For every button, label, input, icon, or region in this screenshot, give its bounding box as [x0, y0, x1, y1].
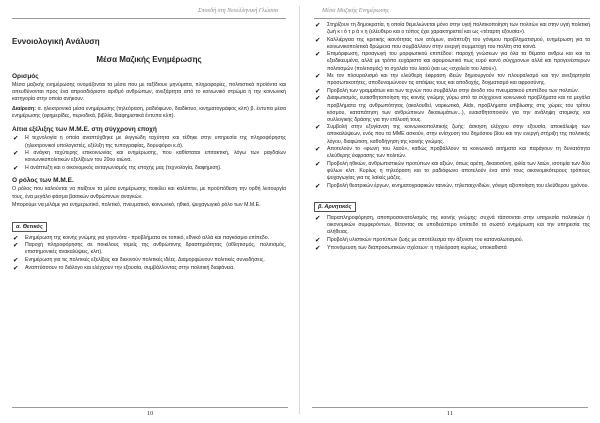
check-icon: ✔ — [315, 124, 321, 132]
list-item: ✔ Προβολή ηθικών, ανθρωπιστικών προτύπων και αξιών, όπως αρέτη, δικαιοσύνη, φιλία των λαών, ισοτιμία των δύο φύλων κλπ. Κυρίως η τηλεόραση και το ραδιόφωνο αποτελούν ένα από τους οικονομικότερους τρόπους ψυχαγωγίας για τις λαϊκές μάζες. — [315, 160, 590, 181]
list-item: ✔ Η τεχνολογία η οποία αναπτύχθηκε με ιλιγγιώδη ταχύτητα και τέθηκε στην υπηρεσία της πληροφόρησης (ηλεκτρονικοί υπολογιστές, εξέλιξη της τυπογραφίας, δορυφόροι κ.ά). — [13, 135, 286, 149]
check-icon: ✔ — [315, 36, 321, 44]
section-subtitle: Μέσα Μαζικής Ενημέρωσης — [96, 55, 202, 64]
right-running-head: Μέσα Μαζικής Ενημέρωσης — [322, 8, 389, 14]
left-footer-rule — [12, 407, 288, 408]
role-text-2: Μπορούμε να μιλάμε για ενημερωτικό, πολιτικό, πνευματικό, κοινωνικό, ηθικό, ψυχαγωγικό ρόλο των Μ.Μ.Ε. — [12, 201, 261, 208]
check-icon: ✔ — [13, 164, 19, 172]
list-item: ✔ Αναπτύσσουν το διάλογο και ελέγχουν την εξουσία, συμβάλλοντας στην πολιτική διαφάνεια. — [13, 264, 235, 272]
right-footer-rule — [312, 407, 588, 408]
check-icon: ✔ — [13, 242, 19, 250]
list-item: ✔ Η ανάπτυξη και ο οικονομικός ανταγωνισμός της εποχής μας (τεχνολογία, διαφήμιση). — [13, 164, 222, 172]
list-item: ✔ Παροχή πληροφόρησης σε ποικίλους τομείς της ανθρώπινης δραστηριότητας (αθλητισμός, πολιτισμός, επιστημονικές ανακαλύψεις, κλπ). — [13, 242, 286, 256]
list-item: ✔ Συμβολή στην εξυγίανση της κοινωνικοπολιτικής ζωής: άσκηση ελέγχου στην εξουσία, αποκάλυψη των αποκαλύψεων, ενός που τα ΜΜΕ ασκούν, στην ενίσχυση του δημόσιου βίου και την ενεργή στήριξη της πολιτικής λόγου, διαφώτιση, καθοδήγηση της κοινής γνώμης. — [315, 124, 590, 145]
check-icon: ✔ — [315, 244, 321, 252]
division-paragraph — [12, 106, 286, 120]
causes-heading: Αίτια εξέλιξης των Μ.Μ.Ε. στη σύγχρονη εποχή — [12, 126, 157, 134]
list-item: ✔ Ενημέρωση για τις πολιτικές εξελίξεις και διεκινούν πολιτικές ιδέες. Διαμορφώνουν πολιτικές συνειδήσεις. — [13, 257, 265, 264]
check-icon: ✔ — [13, 234, 19, 242]
right-content — [314, 19, 590, 404]
definition-heading: Ορισμός — [12, 73, 39, 80]
negatives-list — [314, 215, 590, 251]
positive-box: α. Θετικός — [12, 222, 47, 232]
list-item: ✔ Αποτελούν το «φωνή του λαού», καθώς προβάλλουν τα κοινωνικά αιτήματα και παράγουν τη δυνατότητα ελεύθερης έκφρασης των πολιτών. — [315, 146, 590, 160]
list-item: ✔ Παραπληροφόρηση, αποπροσανατολισμός της κοινής γνώμης: συχνά τάσσονται στην υπηρεσία πολιτικών ή οικονομικών συμφερόντων, θέτοντας σε υποδεέστερο επίπεδο το σωστό ενημέρωση και την υπηρεσία της αλήθειας. — [315, 215, 590, 236]
list-item: ✔ Με τον πλουραλισμό και την ελεύθερη έκφραση ιδεών δημιουργούν τον πλουραλισμό και την ανεξαρτησία προσωπικοτήτες, αποδυναμώνουν τις απόψεις τους και αποδοχής, δογματισμό και αφροσύνης. — [315, 73, 590, 87]
list-item: ✔ Προβολή υλιστικών προτύπων ζωής με αποτέλεσμα την άξυνση του καταναλωτισμού. — [315, 236, 523, 244]
check-icon: ✔ — [315, 160, 321, 168]
check-icon: ✔ — [315, 73, 321, 81]
list-item: ✔ Διαφωτισμός, ευαισθητοποίηση της κοινής γνώμης γύρω από τα σύγχρονα κοινωνικά προβλήματα και τα μεγάλα προβλήματα της ανθρωπότητας (ακολουθεί, ναρκωτικά, Aids, προβλήματα επιβίωσης στις χώρες του τρίτου κόσμου, καταπάτηση των ανθρώπινων δικαιωμάτων...), ευαισθητοποιούν για την ανάληψη ατομικής και συλλογικής δράσης για την επίλυσή τους. — [315, 95, 590, 123]
check-icon: ✔ — [315, 182, 321, 190]
list-item: ✔ Ενημέρωση της κοινής γνώμης για γεγονότα - προβλήματα σε τοπικό, εθνικό αλλά και παγκόσμιο επίπεδο. — [13, 234, 270, 242]
list-item: ✔ Υπονόμευση των διαπροσωπικών σχέσεων: η τηλεόραση κυρίως, υποκαθιστά — [315, 244, 507, 252]
definition-text: Μέσα μαζικής ενημέρωσης ονομάζονται τα μέσα που με ταξίδιουν μηνύματα, πληροφορίες, πολιτιστικά προϊόντα και απευθύνονται προς ένα απροσδιόριστο αριθμό ανθρώπων, ανεξάρτητα από το κοινωνικό στρώμα ή την κοινωνική κατηγορία στην οποία ανήκουν. — [12, 82, 286, 103]
list-item: ✔ Επιμόρφωση, προαγωγή του μορφωτικού επιπέδου: παροχή γνώσεων για όλα τα θέματα ανθρω και και τα εξειδικευμένα, αλλά με τρόπο ευχάριστο και αφομοιωτικό πως ευρύ κοινό σύγχρονων αλλά και προγενέστερων πολιτισμών (πολιτισμός) το σχολείο του λαού (και ως «σχολείο του λαού»). — [315, 51, 590, 72]
check-icon: ✔ — [315, 87, 321, 95]
left-page-number: 10 — [146, 410, 154, 417]
list-item: ✔ Η ανάγκη ταχύτερης επικοινωνίας και ενημέρωσης, που καθίσταται επιτακτική, λόγω των ραγδαίων κοινωνικοπολιτικών εξελίξεων του 20ου αιώνα. — [13, 150, 286, 164]
division-text: α. ηλεκτρονικά μέσα ενημέρωσης (τηλεόραση, ραδιόφωνο, διαδίκτυο, κινηματογράφος κλπ) β. έντυπα μέσα ενημέρωσης (εφημερίδες, περιοδικά, βιβλία, διαφημιστικά έντυπα κλπ). — [12, 106, 286, 120]
positives-list — [12, 235, 286, 272]
check-icon: ✔ — [315, 51, 321, 59]
left-running-head: Σπουδή στη Νεοελληνική Γλώσσα — [197, 8, 278, 14]
role-heading: Ο ρόλος των Μ.Μ.Ε. — [12, 177, 74, 185]
role-text-1: Ο ρόλος που καλούνται να παίξουν τα μέσα ενημέρωσης ποικίλει και καλύπτει, με προϋπόθεση την ορθή λειτουργία τους, ένα μεγάλο φάσμα βασικών ανθρώπινων αναγκών. — [12, 186, 286, 200]
check-icon: ✔ — [315, 146, 321, 154]
division-label: Διαίρεση: — [12, 106, 36, 113]
section-title: Εννοιολογική Ανάλυση — [12, 37, 100, 46]
positives-continued-list — [314, 22, 590, 190]
list-item: ✔ Προβολή των γραμμάτων και των τεχνών που συμβάλλει στην άνοδο του πνευματικού επιπέδου των πολιτών. — [315, 87, 579, 95]
check-icon: ✔ — [315, 215, 321, 223]
negative-box: β. Αρνητικός — [314, 202, 356, 212]
right-page — [300, 0, 600, 423]
right-page-number: 11 — [446, 410, 454, 417]
list-item: ✔ Καλλιέργεια της κριτικής ικανότητας των ατόμων, ανάπτυξη του γόνιμου προβληματισμού, ενημέρωση για τα κοινωνικοπολιτικά δρώμενα που συμβάλλουν στην ενεργή συμμετοχή του πολίτη στα κοινά. — [315, 36, 590, 50]
check-icon: ✔ — [315, 95, 321, 103]
check-icon: ✔ — [315, 22, 321, 29]
list-item: ✔ Στηρίζουν τη δημοκρατία, η οποία θεμελιώνεται μόνο στην υγιή πολιτικοποίηση των πολιτών και στην υγιή πολιτική ζωή κ ι ό τ ρ ά ν η (ελέυθερο και ο τύπος έχει χαρακτηριστεί και ως «τέταρτη εξουσία»). — [315, 22, 590, 36]
left-content — [12, 19, 286, 401]
check-icon: ✔ — [315, 236, 321, 244]
check-icon: ✔ — [13, 264, 19, 272]
list-item: ✔ Προβολή θεατρικών έργων, κινηματογραφικών ταινιών, τηλεπαιχνιδιών, γόνιμη αξιοποίηση του ελεύθερου χρόνου. — [315, 182, 589, 190]
check-icon: ✔ — [13, 150, 19, 158]
causes-list — [12, 135, 286, 171]
check-icon: ✔ — [13, 257, 19, 264]
check-icon: ✔ — [13, 135, 19, 143]
